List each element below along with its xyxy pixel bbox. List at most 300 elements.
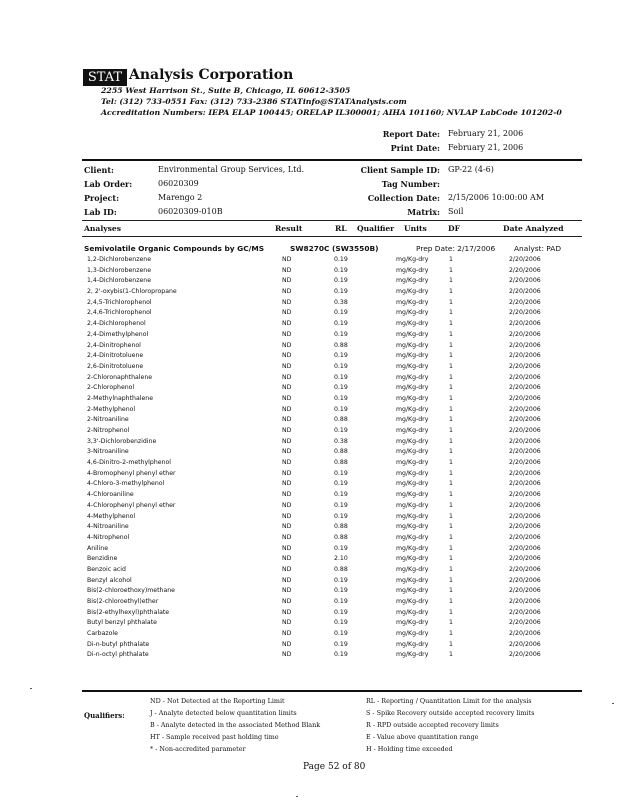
table-row bbox=[0, 342, 644, 353]
rl-cell: 0.19 bbox=[334, 469, 348, 477]
date-analyzed-cell: 2/20/2006 bbox=[509, 362, 541, 370]
result-cell: ND bbox=[282, 298, 292, 306]
analyte-cell: Benzidine bbox=[87, 555, 118, 563]
analyte-cell: 2,4-Dimethylphenol bbox=[87, 330, 149, 338]
table-row bbox=[0, 448, 644, 459]
col-qualifier: Qualifier bbox=[357, 224, 395, 233]
units-cell: mg/Kg-dry bbox=[396, 501, 429, 509]
date-analyzed-cell: 2/20/2006 bbox=[509, 630, 541, 638]
analyte-cell: 2,4,6-Trichlorophenol bbox=[87, 309, 152, 317]
df-cell: 1 bbox=[449, 555, 453, 563]
df-cell: 1 bbox=[449, 405, 453, 413]
result-cell: ND bbox=[282, 416, 292, 424]
units-cell: mg/Kg-dry bbox=[396, 437, 429, 445]
qualifier-definition: R - RPD outside accepted recovery limits bbox=[366, 721, 499, 729]
analyte-cell: 2,4-Dinitrophenol bbox=[87, 341, 141, 349]
date-analyzed-cell: 2/20/2006 bbox=[509, 352, 541, 360]
analyte-cell: 1,2-Dichlorobenzene bbox=[87, 256, 152, 263]
analyte-cell: 1,3-Dichlorobenzene bbox=[87, 266, 152, 274]
df-cell: 1 bbox=[449, 651, 453, 659]
report-date-label: Report Date: bbox=[382, 129, 440, 139]
df-cell: 1 bbox=[449, 437, 453, 445]
units-cell: mg/Kg-dry bbox=[396, 512, 429, 520]
col-analyses: Analyses bbox=[84, 224, 122, 233]
df-cell: 1 bbox=[449, 373, 453, 381]
analyte-cell: 4-Chloro-3-methylphenol bbox=[87, 480, 165, 488]
table-row bbox=[0, 545, 644, 556]
analyte-cell: 3,3'-Dichlorobenzidine bbox=[87, 437, 157, 445]
analyte-cell: Carbazole bbox=[87, 630, 118, 638]
analyte-cell: 3-Nitroaniline bbox=[87, 448, 129, 456]
units-cell: mg/Kg-dry bbox=[396, 469, 429, 477]
rl-cell: 0.19 bbox=[334, 598, 348, 605]
print-date: February 21, 2006 bbox=[448, 143, 524, 152]
result-cell: ND bbox=[282, 405, 292, 413]
result-cell: ND bbox=[282, 523, 292, 531]
units-cell: mg/Kg-dry bbox=[396, 640, 429, 648]
table-row bbox=[0, 363, 644, 374]
units-cell: mg/Kg-dry bbox=[396, 352, 429, 360]
df-cell: 1 bbox=[449, 576, 453, 584]
table-row bbox=[0, 331, 644, 342]
qualifier-definition: H - Holding time exceeded bbox=[366, 745, 453, 753]
table-row bbox=[0, 406, 644, 417]
date-analyzed-cell: 2/20/2006 bbox=[509, 330, 541, 338]
analyte-cell: 4-Nitroaniline bbox=[87, 523, 129, 531]
result-cell: ND bbox=[282, 320, 292, 328]
col-rl: RL bbox=[335, 224, 347, 233]
units-cell: mg/Kg-dry bbox=[396, 394, 429, 402]
divider-header bbox=[82, 220, 582, 221]
qualifier-definition: E - Value above quantitation range bbox=[366, 733, 479, 741]
df-cell: 1 bbox=[449, 608, 453, 616]
table-row bbox=[0, 459, 644, 470]
result-cell: ND bbox=[282, 491, 292, 499]
result-cell: ND bbox=[282, 330, 292, 338]
rl-cell: 0.19 bbox=[334, 576, 348, 584]
result-cell: ND bbox=[282, 651, 292, 659]
units-cell: mg/Kg-dry bbox=[396, 266, 429, 274]
analyte-cell: Bis(2-ethylhexyl)phthalate bbox=[87, 608, 170, 616]
accreditation-line: Accreditation Numbers: IEPA ELAP 100445; ORELAP IL300001; AIHA 101160; NVLAP LabCode 101202-0 bbox=[101, 108, 562, 117]
analyte-cell: 2,4,5-Trichlorophenol bbox=[87, 298, 152, 306]
result-cell: ND bbox=[282, 598, 292, 605]
rl-cell: 0.19 bbox=[334, 501, 348, 509]
units-cell: mg/Kg-dry bbox=[396, 427, 429, 434]
units-cell: mg/Kg-dry bbox=[396, 362, 429, 370]
table-row bbox=[0, 609, 644, 620]
units-cell: mg/Kg-dry bbox=[396, 459, 429, 467]
analyte-cell: 2, 2'-oxybis(1-Chloropropane bbox=[87, 288, 177, 296]
df-cell: 1 bbox=[449, 427, 453, 434]
date-analyzed-cell: 2/20/2006 bbox=[509, 309, 541, 317]
rl-cell: 0.19 bbox=[334, 256, 348, 263]
units-cell: mg/Kg-dry bbox=[396, 416, 429, 424]
analyte-cell: 4-Bromophenyl phenyl ether bbox=[87, 469, 176, 477]
qualifier-definition: ND - Not Detected at the Reporting Limit bbox=[150, 697, 285, 705]
result-cell: ND bbox=[282, 437, 292, 445]
qualifier-definition: RL - Reporting / Quantitation Limit for the analysis bbox=[366, 697, 532, 705]
date-analyzed-cell: 2/20/2006 bbox=[509, 427, 541, 434]
df-cell: 1 bbox=[449, 501, 453, 509]
company-contact: Tel: (312) 733-0551 Fax: (312) 733-2386 STATinfo@STATAnalysis.com bbox=[101, 97, 407, 106]
client-value: Environmental Group Services, Ltd. bbox=[158, 165, 304, 174]
date-analyzed-cell: 2/20/2006 bbox=[509, 320, 541, 328]
rl-cell: 0.19 bbox=[334, 352, 348, 360]
table-row bbox=[0, 619, 644, 630]
table-row bbox=[0, 470, 644, 481]
table-row bbox=[0, 374, 644, 385]
rl-cell: 0.19 bbox=[334, 405, 348, 413]
df-cell: 1 bbox=[449, 480, 453, 488]
table-row bbox=[0, 288, 644, 299]
qualifier-definition: HT - Sample received past holding time bbox=[150, 733, 279, 741]
project-value: Marengo 2 bbox=[158, 193, 203, 202]
result-cell: ND bbox=[282, 587, 292, 595]
rl-cell: 0.19 bbox=[334, 266, 348, 274]
table-row bbox=[0, 651, 644, 662]
df-cell: 1 bbox=[449, 619, 453, 627]
client-sample-id-value: GP-22 (4-6) bbox=[448, 165, 494, 174]
table-row bbox=[0, 566, 644, 577]
result-cell: ND bbox=[282, 533, 292, 541]
df-cell: 1 bbox=[449, 630, 453, 638]
analyte-cell: 1,4-Dichlorobenzene bbox=[87, 277, 152, 285]
table-row bbox=[0, 480, 644, 491]
df-cell: 1 bbox=[449, 587, 453, 595]
df-cell: 1 bbox=[449, 288, 453, 296]
col-date-analyzed: Date Analyzed bbox=[503, 224, 564, 233]
matrix-label: Matrix: bbox=[407, 207, 440, 217]
df-cell: 1 bbox=[449, 266, 453, 274]
date-analyzed-cell: 2/20/2006 bbox=[509, 512, 541, 520]
units-cell: mg/Kg-dry bbox=[396, 598, 429, 605]
units-cell: mg/Kg-dry bbox=[396, 256, 429, 263]
analyte-cell: 2,4-Dichlorophenol bbox=[87, 320, 146, 328]
col-result: Result bbox=[275, 224, 303, 233]
units-cell: mg/Kg-dry bbox=[396, 608, 429, 616]
units-cell: mg/Kg-dry bbox=[396, 448, 429, 456]
df-cell: 1 bbox=[449, 341, 453, 349]
rl-cell: 0.88 bbox=[334, 459, 348, 467]
rl-cell: 0.19 bbox=[334, 288, 348, 296]
table-row bbox=[0, 598, 644, 609]
units-cell: mg/Kg-dry bbox=[396, 373, 429, 381]
rl-cell: 0.19 bbox=[334, 630, 348, 638]
result-cell: ND bbox=[282, 384, 292, 392]
rl-cell: 0.88 bbox=[334, 341, 348, 349]
date-analyzed-cell: 2/20/2006 bbox=[509, 523, 541, 531]
result-cell: ND bbox=[282, 256, 292, 263]
analyte-cell: Di-n-octyl phthalate bbox=[87, 651, 149, 659]
analyte-cell: 2,6-Dinitrotoluene bbox=[87, 362, 144, 370]
df-cell: 1 bbox=[449, 320, 453, 328]
result-cell: ND bbox=[282, 512, 292, 520]
scan-speck bbox=[612, 703, 614, 704]
date-analyzed-cell: 2/20/2006 bbox=[509, 384, 541, 392]
df-cell: 1 bbox=[449, 565, 453, 573]
df-cell: 1 bbox=[449, 362, 453, 370]
table-row bbox=[0, 320, 644, 331]
date-analyzed-cell: 2/20/2006 bbox=[509, 459, 541, 467]
lab-id-value: 06020309-010B bbox=[158, 207, 223, 216]
df-cell: 1 bbox=[449, 544, 453, 552]
analyte-cell: Bis(2-chloroethyl)ether bbox=[87, 598, 159, 605]
result-cell: ND bbox=[282, 555, 292, 563]
units-cell: mg/Kg-dry bbox=[396, 565, 429, 573]
rl-cell: 0.19 bbox=[334, 480, 348, 488]
table-row bbox=[0, 630, 644, 641]
rl-cell: 0.19 bbox=[334, 394, 348, 402]
rl-cell: 0.88 bbox=[334, 416, 348, 424]
date-analyzed-cell: 2/20/2006 bbox=[509, 555, 541, 563]
date-analyzed-cell: 2/20/2006 bbox=[509, 373, 541, 381]
result-cell: ND bbox=[282, 448, 292, 456]
result-cell: ND bbox=[282, 427, 292, 434]
rl-cell: 0.88 bbox=[334, 523, 348, 531]
rl-cell: 0.19 bbox=[334, 587, 348, 595]
divider-columns bbox=[82, 236, 582, 237]
date-analyzed-cell: 2/20/2006 bbox=[509, 256, 541, 263]
result-cell: ND bbox=[282, 277, 292, 285]
analyte-cell: 4-Chlorophenyl phenyl ether bbox=[87, 501, 176, 509]
collection-date-label: Collection Date: bbox=[367, 193, 440, 203]
client-label: Client: bbox=[84, 165, 114, 175]
date-analyzed-cell: 2/20/2006 bbox=[509, 405, 541, 413]
df-cell: 1 bbox=[449, 298, 453, 306]
df-cell: 1 bbox=[449, 330, 453, 338]
result-cell: ND bbox=[282, 373, 292, 381]
client-sample-id-label: Client Sample ID: bbox=[360, 165, 440, 175]
collection-date-value: 2/15/2006 10:00:00 AM bbox=[448, 193, 545, 202]
df-cell: 1 bbox=[449, 533, 453, 541]
units-cell: mg/Kg-dry bbox=[396, 491, 429, 499]
analyte-cell: 2,4-Dinitrotoluene bbox=[87, 352, 144, 360]
rl-cell: 0.19 bbox=[334, 320, 348, 328]
rl-cell: 0.19 bbox=[334, 309, 348, 317]
company-logo: STAT bbox=[83, 69, 127, 86]
units-cell: mg/Kg-dry bbox=[396, 544, 429, 552]
qualifier-definition: B - Analyte detected in the associated Method Blank bbox=[150, 721, 321, 729]
section-prep-date: Prep Date: 2/17/2006 bbox=[416, 244, 496, 253]
table-row bbox=[0, 502, 644, 513]
section-analyst: Analyst: PAD bbox=[514, 244, 562, 253]
df-cell: 1 bbox=[449, 384, 453, 392]
analyte-cell: 2-Methylnaphthalene bbox=[87, 394, 153, 402]
date-analyzed-cell: 2/20/2006 bbox=[509, 341, 541, 349]
table-row bbox=[0, 491, 644, 502]
date-analyzed-cell: 2/20/2006 bbox=[509, 565, 541, 573]
rl-cell: 0.88 bbox=[334, 533, 348, 541]
date-analyzed-cell: 2/20/2006 bbox=[509, 480, 541, 488]
df-cell: 1 bbox=[449, 394, 453, 402]
units-cell: mg/Kg-dry bbox=[396, 384, 429, 392]
col-df: DF bbox=[448, 224, 460, 233]
date-analyzed-cell: 2/20/2006 bbox=[509, 619, 541, 627]
result-cell: ND bbox=[282, 309, 292, 317]
result-cell: ND bbox=[282, 544, 292, 552]
table-row bbox=[0, 427, 644, 438]
analyte-cell: Benzyl alcohol bbox=[87, 576, 132, 584]
date-analyzed-cell: 2/20/2006 bbox=[509, 448, 541, 456]
analyte-cell: 2-Nitrophenol bbox=[87, 427, 130, 434]
analyte-cell: 4-Nitrophenol bbox=[87, 533, 130, 541]
result-cell: ND bbox=[282, 341, 292, 349]
scan-speck bbox=[296, 796, 298, 797]
analyte-cell: 2-Nitroaniline bbox=[87, 416, 129, 424]
table-row bbox=[0, 256, 644, 267]
section-method: SW8270C (SW3550B) bbox=[290, 244, 379, 253]
date-analyzed-cell: 2/20/2006 bbox=[509, 533, 541, 541]
units-cell: mg/Kg-dry bbox=[396, 341, 429, 349]
rl-cell: 2.10 bbox=[334, 555, 348, 563]
date-analyzed-cell: 2/20/2006 bbox=[509, 598, 541, 605]
analyte-cell: Aniline bbox=[87, 544, 109, 552]
date-analyzed-cell: 2/20/2006 bbox=[509, 501, 541, 509]
units-cell: mg/Kg-dry bbox=[396, 651, 429, 659]
rl-cell: 0.19 bbox=[334, 544, 348, 552]
units-cell: mg/Kg-dry bbox=[396, 330, 429, 338]
divider-bottom bbox=[82, 690, 582, 692]
analyte-cell: Butyl benzyl phthalate bbox=[87, 619, 157, 627]
rl-cell: 0.19 bbox=[334, 512, 348, 520]
rl-cell: 0.38 bbox=[334, 298, 348, 306]
result-cell: ND bbox=[282, 352, 292, 360]
date-analyzed-cell: 2/20/2006 bbox=[509, 640, 541, 648]
units-cell: mg/Kg-dry bbox=[396, 587, 429, 595]
rl-cell: 0.19 bbox=[334, 651, 348, 659]
lab-order-value: 06020309 bbox=[158, 179, 199, 188]
result-cell: ND bbox=[282, 619, 292, 627]
table-row bbox=[0, 438, 644, 449]
table-row bbox=[0, 384, 644, 395]
rl-cell: 0.19 bbox=[334, 373, 348, 381]
analyte-cell: 4-Chloroaniline bbox=[87, 491, 134, 499]
units-cell: mg/Kg-dry bbox=[396, 523, 429, 531]
table-row bbox=[0, 309, 644, 320]
result-cell: ND bbox=[282, 608, 292, 616]
qualifier-definition: * - Non-accredited parameter bbox=[150, 745, 246, 753]
units-cell: mg/Kg-dry bbox=[396, 405, 429, 413]
analyte-cell: 2-Chlorophenol bbox=[87, 384, 135, 392]
tag-number-label: Tag Number: bbox=[381, 179, 440, 189]
df-cell: 1 bbox=[449, 523, 453, 531]
df-cell: 1 bbox=[449, 448, 453, 456]
rl-cell: 0.38 bbox=[334, 437, 348, 445]
date-analyzed-cell: 2/20/2006 bbox=[509, 416, 541, 424]
rl-cell: 0.19 bbox=[334, 330, 348, 338]
analyte-cell: Bis(2-chloroethoxy)methane bbox=[87, 587, 175, 595]
date-analyzed-cell: 2/20/2006 bbox=[509, 576, 541, 584]
analyte-cell: 2-Chloronaphthalene bbox=[87, 373, 153, 381]
results-table bbox=[0, 256, 644, 662]
units-cell: mg/Kg-dry bbox=[396, 480, 429, 488]
table-row bbox=[0, 352, 644, 363]
page-number: Page 52 of 80 bbox=[303, 762, 366, 772]
analyte-cell: 4-Methylphenol bbox=[87, 512, 136, 520]
rl-cell: 0.19 bbox=[334, 640, 348, 648]
df-cell: 1 bbox=[449, 598, 453, 605]
table-row bbox=[0, 534, 644, 545]
date-analyzed-cell: 2/20/2006 bbox=[509, 298, 541, 306]
table-row bbox=[0, 555, 644, 566]
lab-id-label: Lab ID: bbox=[84, 207, 117, 217]
table-row bbox=[0, 523, 644, 534]
lab-order-label: Lab Order: bbox=[84, 179, 133, 189]
table-row bbox=[0, 513, 644, 524]
df-cell: 1 bbox=[449, 309, 453, 317]
date-analyzed-cell: 2/20/2006 bbox=[509, 651, 541, 659]
result-cell: ND bbox=[282, 565, 292, 573]
date-analyzed-cell: 2/20/2006 bbox=[509, 491, 541, 499]
table-row bbox=[0, 416, 644, 427]
rl-cell: 0.19 bbox=[334, 608, 348, 616]
table-row bbox=[0, 577, 644, 588]
qualifiers-label: Qualifiers: bbox=[84, 711, 125, 720]
divider-top bbox=[82, 159, 582, 161]
scan-speck bbox=[30, 688, 32, 689]
units-cell: mg/Kg-dry bbox=[396, 298, 429, 306]
units-cell: mg/Kg-dry bbox=[396, 320, 429, 328]
units-cell: mg/Kg-dry bbox=[396, 288, 429, 296]
analyte-cell: Di-n-butyl phthalate bbox=[87, 640, 150, 648]
rl-cell: 0.19 bbox=[334, 619, 348, 627]
rl-cell: 0.19 bbox=[334, 384, 348, 392]
report-date: February 21, 2006 bbox=[448, 129, 524, 138]
project-label: Project: bbox=[84, 193, 120, 203]
table-row bbox=[0, 587, 644, 598]
date-analyzed-cell: 2/20/2006 bbox=[509, 288, 541, 296]
company-address: 2255 West Harrison St., Suite B, Chicago, IL 60612-3505 bbox=[101, 86, 351, 95]
rl-cell: 0.19 bbox=[334, 491, 348, 499]
df-cell: 1 bbox=[449, 640, 453, 648]
rl-cell: 0.19 bbox=[334, 427, 348, 434]
table-row bbox=[0, 277, 644, 288]
rl-cell: 0.19 bbox=[334, 277, 348, 285]
table-row bbox=[0, 299, 644, 310]
analyte-cell: Benzoic acid bbox=[87, 565, 126, 573]
date-analyzed-cell: 2/20/2006 bbox=[509, 544, 541, 552]
result-cell: ND bbox=[282, 576, 292, 584]
df-cell: 1 bbox=[449, 469, 453, 477]
units-cell: mg/Kg-dry bbox=[396, 630, 429, 638]
units-cell: mg/Kg-dry bbox=[396, 277, 429, 285]
df-cell: 1 bbox=[449, 277, 453, 285]
qualifier-definition: J - Analyte detected below quantitation limits bbox=[150, 709, 297, 717]
date-analyzed-cell: 2/20/2006 bbox=[509, 469, 541, 477]
col-units: Units bbox=[404, 224, 427, 233]
analyte-cell: 2-Methylphenol bbox=[87, 405, 136, 413]
result-cell: ND bbox=[282, 459, 292, 467]
date-analyzed-cell: 2/20/2006 bbox=[509, 266, 541, 274]
result-cell: ND bbox=[282, 480, 292, 488]
result-cell: ND bbox=[282, 469, 292, 477]
units-cell: mg/Kg-dry bbox=[396, 309, 429, 317]
date-analyzed-cell: 2/20/2006 bbox=[509, 587, 541, 595]
units-cell: mg/Kg-dry bbox=[396, 576, 429, 584]
rl-cell: 0.88 bbox=[334, 565, 348, 573]
result-cell: ND bbox=[282, 362, 292, 370]
df-cell: 1 bbox=[449, 512, 453, 520]
result-cell: ND bbox=[282, 288, 292, 296]
df-cell: 1 bbox=[449, 491, 453, 499]
df-cell: 1 bbox=[449, 416, 453, 424]
company-name: Analysis Corporation bbox=[129, 67, 294, 83]
date-analyzed-cell: 2/20/2006 bbox=[509, 437, 541, 445]
result-cell: ND bbox=[282, 640, 292, 648]
table-row bbox=[0, 267, 644, 278]
table-row bbox=[0, 641, 644, 652]
